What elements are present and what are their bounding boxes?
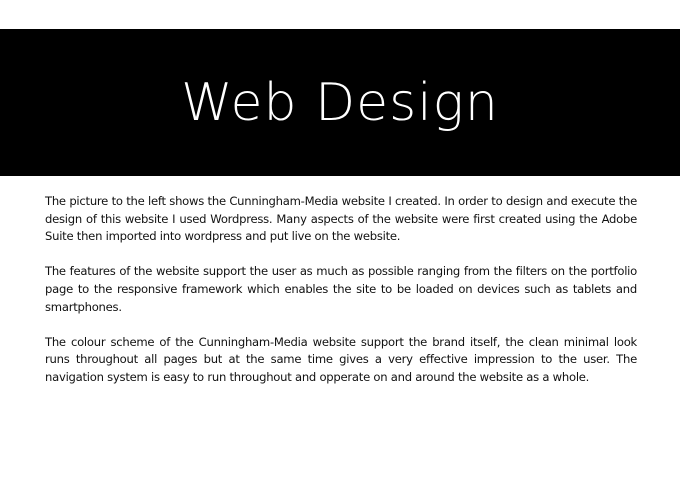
title-banner	[0, 29, 680, 176]
page-title: Web Design	[181, 72, 499, 133]
paragraph-colour-scheme: The colour scheme of the Cunningham-Media website support the brand itself, the clean minimal look runs throughout all pages but at the same time gives a very effective impression to the user. The navigation system is easy to run throughout and opperate on and around the website as a whole.	[45, 334, 637, 384]
paragraph-intro: The picture to the left shows the Cunningham-Media website I created. In order to design and execute the design of this website I used Wordpress. Many aspects of the website were first created using the Adobe Suite then imported into wordpress and put live on the website.	[45, 194, 637, 244]
paragraph-features: The features of the website support the user as much as possible ranging from the filters on the portfolio page to the responsive framework which enables the site to be loaded on devices such as tablets and smartphones.	[45, 264, 637, 314]
body-text	[45, 193, 637, 404]
